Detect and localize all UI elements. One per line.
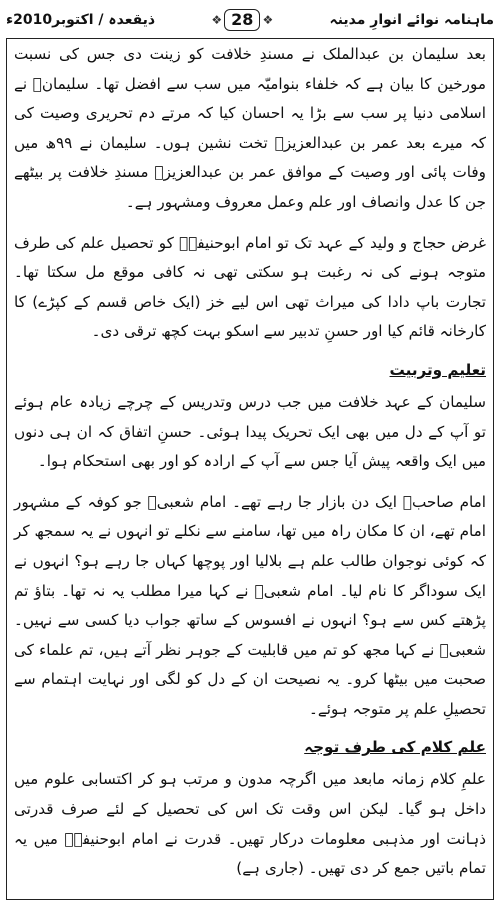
section-heading-kalam: علم کلام کی طرف توجہ xyxy=(304,738,486,757)
page-number-box xyxy=(211,9,273,31)
magazine-title: ماہنامہ نوائے انوارِ مدینہ xyxy=(329,12,494,28)
ornament-icon: ❖ xyxy=(262,13,274,27)
issue-date: ذیقعدہ / اکتوبر2010ء xyxy=(6,12,156,28)
paragraph-5: علمِ کلام زمانہ مابعد میں اگرچہ مدون و مرتب ہو کر اکتسابی علوم میں داخل ہو گیا۔ لیکن اس وقت تک اس کی تحصیل کے لئے صرف قدرتی ذہانت اور مذہبی معلومات درکار تھیں۔ قدرت نے امام ابوحنیفہؒ میں یہ تمام باتیں جمع کر دی تھیں۔ (جاری ہے) xyxy=(14,770,486,878)
page-header xyxy=(6,6,494,34)
paragraph-2: غرض حجاج و ولید کے عہد تک تو امام ابوحنیفہؒ کو تحصیل علم کی طرف متوجہ ہونے کی نہ رغبت ہو سکتی تھی نہ کافی موقع مل سکتا تھا۔ تجارت باپ دادا کی میراث تھی اس لیے خز (ایک خاص قسم کے کپڑے) کا کارخانہ قائم کیا اور حسنِ تدبیر سے اسکو بہت کچھ ترقی دی۔ xyxy=(14,233,486,341)
paragraph-4: امام صاحبؒ ایک دن بازار جا رہے تھے۔ امام شعبیؒ جو کوفہ کے مشہور امام تھے، ان کا مکان راہ میں تھا، سامنے سے نکلے تو انہوں نے یہ سمجھ کر کہ کوئی نوجوان طالب علم ہے بلالیا اور پوچھا کہاں جا رہے ہو؟ انہوں نے ایک سوداگر کا نام لیا۔ امام شعبیؒ نے کہا میرا مطلب یہ نہ تھا۔ بتاؤ تم پڑھتے کس سے ہو؟ انہوں نے افسوس کے ساتھ جواب دیا کسی سے نہیں۔ شعبیؒ نے کہا مجھ کو تم میں قابلیت کے جوہر نظر آتے ہیں، تم علماء کی صحبت میں بیٹھا کرو۔ یہ نصیحت ان کے دل کو لگی اور نہایت اہتمام سے تحصیلِ علم پر متوجہ ہوئے۔ xyxy=(14,492,486,718)
article-body xyxy=(14,40,486,895)
section-heading-education: تعلیم وتربیت xyxy=(389,360,486,379)
paragraph-3: سلیمان کے عہد خلافت میں جب درس وتدریس کے چرچے زیادہ عام ہوئے تو آپ کے دل میں بھی ایک تحریک پیدا ہوئی۔ حسنِ اتفاق کہ ان ہی دنوں میں ایک واقعہ پیش آیا جس سے آپ کے ارادہ کو اور بھی استحکام ہوا۔ xyxy=(14,392,486,471)
paragraph-1: بعد سلیمان بن عبدالملک نے مسندِ خلافت کو زینت دی جس کی نسبت مورخین کا بیان ہے کہ خلفاء بنوامیّہ میں سب سے افضل تھا۔ سلیمانؒ نے اسلامی دنیا پر سب سے بڑا یہ احسان کیا کہ مرتے دم تحریری وصیت کی کہ میرے بعد عمر بن عبدالعزیزؒ تخت نشین ہوں۔ سلیمان نے ۹۹ھ میں وفات پائی اور وصیت کے موافق عمر بن عبدالعزیزؒ مسندِ خلافت پر بیٹھے جن کا عدل وانصاف اور علم وعمل معروف ومشہور ہے۔ xyxy=(14,45,486,211)
ornament-icon: ❖ xyxy=(211,13,223,27)
page-number: 28 xyxy=(224,9,260,31)
